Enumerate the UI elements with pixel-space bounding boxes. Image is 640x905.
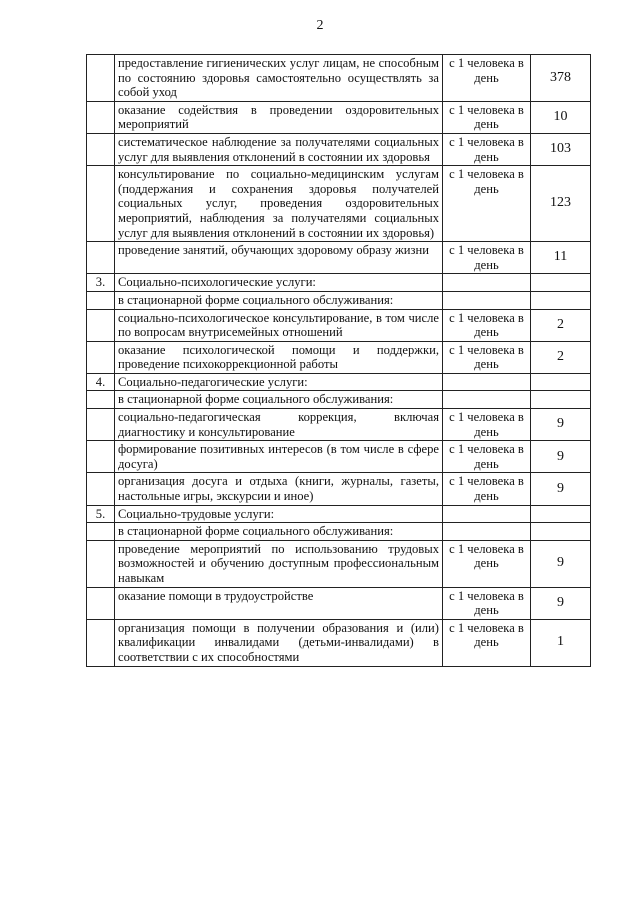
unit-of-measure: с 1 человека в день bbox=[443, 133, 531, 165]
section-header-row bbox=[87, 505, 591, 523]
service-value bbox=[531, 505, 591, 523]
unit-of-measure: с 1 человека в день bbox=[443, 441, 531, 473]
table-row bbox=[87, 341, 591, 373]
section-number: 3. bbox=[87, 274, 115, 292]
service-description: оказание содействия в проведении оздоровительных мероприятий bbox=[115, 101, 443, 133]
unit-of-measure bbox=[443, 274, 531, 292]
services-table-body bbox=[87, 55, 591, 667]
service-description: проведение мероприятий по использованию трудовых возможностей и обучению доступным профессиональным навыкам bbox=[115, 540, 443, 587]
row-number bbox=[87, 133, 115, 165]
unit-of-measure: с 1 человека в день bbox=[443, 619, 531, 666]
service-value bbox=[531, 523, 591, 541]
unit-of-measure: с 1 человека в день bbox=[443, 409, 531, 441]
subsection-title: в стационарной форме социального обслуживания: bbox=[115, 391, 443, 409]
unit-of-measure: с 1 человека в день bbox=[443, 242, 531, 274]
service-value: 9 bbox=[531, 587, 591, 619]
row-number bbox=[87, 587, 115, 619]
subsection-row bbox=[87, 523, 591, 541]
row-number bbox=[87, 309, 115, 341]
row-number bbox=[87, 619, 115, 666]
section-title: Социально-педагогические услуги: bbox=[115, 373, 443, 391]
service-description: оказание психологической помощи и поддержки, проведение психокоррекционной работы bbox=[115, 341, 443, 373]
service-value: 9 bbox=[531, 409, 591, 441]
row-number bbox=[87, 409, 115, 441]
row-number bbox=[87, 441, 115, 473]
unit-of-measure bbox=[443, 373, 531, 391]
service-value: 2 bbox=[531, 341, 591, 373]
row-number bbox=[87, 55, 115, 102]
service-value bbox=[531, 391, 591, 409]
unit-of-measure bbox=[443, 291, 531, 309]
table-row bbox=[87, 540, 591, 587]
table-row bbox=[87, 166, 591, 242]
service-description: систематическое наблюдение за получателями социальных услуг для выявления отклонений в состоянии их здоровья bbox=[115, 133, 443, 165]
row-number bbox=[87, 391, 115, 409]
service-value bbox=[531, 274, 591, 292]
row-number bbox=[87, 341, 115, 373]
unit-of-measure: с 1 человека в день bbox=[443, 587, 531, 619]
table-row bbox=[87, 133, 591, 165]
service-description: оказание помощи в трудоустройстве bbox=[115, 587, 443, 619]
subsection-row bbox=[87, 391, 591, 409]
service-value: 103 bbox=[531, 133, 591, 165]
service-description: организация помощи в получении образования и (или) квалификации инвалидами (детьми-инвалидами) в соответствии с их способностями bbox=[115, 619, 443, 666]
table-row bbox=[87, 619, 591, 666]
table-row bbox=[87, 309, 591, 341]
service-value bbox=[531, 291, 591, 309]
subsection-title: в стационарной форме социального обслуживания: bbox=[115, 523, 443, 541]
service-value: 378 bbox=[531, 55, 591, 102]
section-header-row bbox=[87, 373, 591, 391]
unit-of-measure bbox=[443, 391, 531, 409]
service-description: консультирование по социально-медицинским услугам (поддержания и сохранения здоровья получателей социальных услуг, проведения оздоровительных мероприятий, наблюдения за получателями социальных услуг для выявления отклонений в состоянии их здоровья) bbox=[115, 166, 443, 242]
row-number bbox=[87, 540, 115, 587]
row-number bbox=[87, 101, 115, 133]
table-row bbox=[87, 101, 591, 133]
unit-of-measure bbox=[443, 523, 531, 541]
unit-of-measure: с 1 человека в день bbox=[443, 473, 531, 505]
row-number bbox=[87, 242, 115, 274]
table-row bbox=[87, 409, 591, 441]
service-value: 9 bbox=[531, 473, 591, 505]
unit-of-measure: с 1 человека в день bbox=[443, 540, 531, 587]
service-description: проведение занятий, обучающих здоровому образу жизни bbox=[115, 242, 443, 274]
service-value: 9 bbox=[531, 540, 591, 587]
section-number: 4. bbox=[87, 373, 115, 391]
service-value: 11 bbox=[531, 242, 591, 274]
section-title: Социально-трудовые услуги: bbox=[115, 505, 443, 523]
unit-of-measure: с 1 человека в день bbox=[443, 341, 531, 373]
service-description: формирование позитивных интересов (в том числе в сфере досуга) bbox=[115, 441, 443, 473]
unit-of-measure: с 1 человека в день bbox=[443, 101, 531, 133]
unit-of-measure: с 1 человека в день bbox=[443, 166, 531, 242]
service-value: 2 bbox=[531, 309, 591, 341]
row-number bbox=[87, 523, 115, 541]
service-value: 123 bbox=[531, 166, 591, 242]
row-number bbox=[87, 166, 115, 242]
service-description: социально-психологическое консультирование, в том числе по вопросам внутрисемейных отношений bbox=[115, 309, 443, 341]
row-number bbox=[87, 473, 115, 505]
table-row bbox=[87, 587, 591, 619]
table-row bbox=[87, 242, 591, 274]
table-row bbox=[87, 473, 591, 505]
service-value: 9 bbox=[531, 441, 591, 473]
table-row bbox=[87, 55, 591, 102]
unit-of-measure: с 1 человека в день bbox=[443, 55, 531, 102]
unit-of-measure: с 1 человека в день bbox=[443, 309, 531, 341]
service-description: социально-педагогическая коррекция, включая диагностику и консультирование bbox=[115, 409, 443, 441]
services-table bbox=[86, 54, 591, 667]
unit-of-measure bbox=[443, 505, 531, 523]
service-value bbox=[531, 373, 591, 391]
section-number: 5. bbox=[87, 505, 115, 523]
service-description: предоставление гигиенических услуг лицам, не способным по состоянию здоровья самостоятельно осуществлять за собой уход bbox=[115, 55, 443, 102]
section-title: Социально-психологические услуги: bbox=[115, 274, 443, 292]
section-header-row bbox=[87, 274, 591, 292]
row-number bbox=[87, 291, 115, 309]
subsection-row bbox=[87, 291, 591, 309]
table-row bbox=[87, 441, 591, 473]
service-description: организация досуга и отдыха (книги, журналы, газеты, настольные игры, экскурсии и иное) bbox=[115, 473, 443, 505]
page-number: 2 bbox=[316, 18, 324, 33]
subsection-title: в стационарной форме социального обслуживания: bbox=[115, 291, 443, 309]
service-value: 1 bbox=[531, 619, 591, 666]
service-value: 10 bbox=[531, 101, 591, 133]
